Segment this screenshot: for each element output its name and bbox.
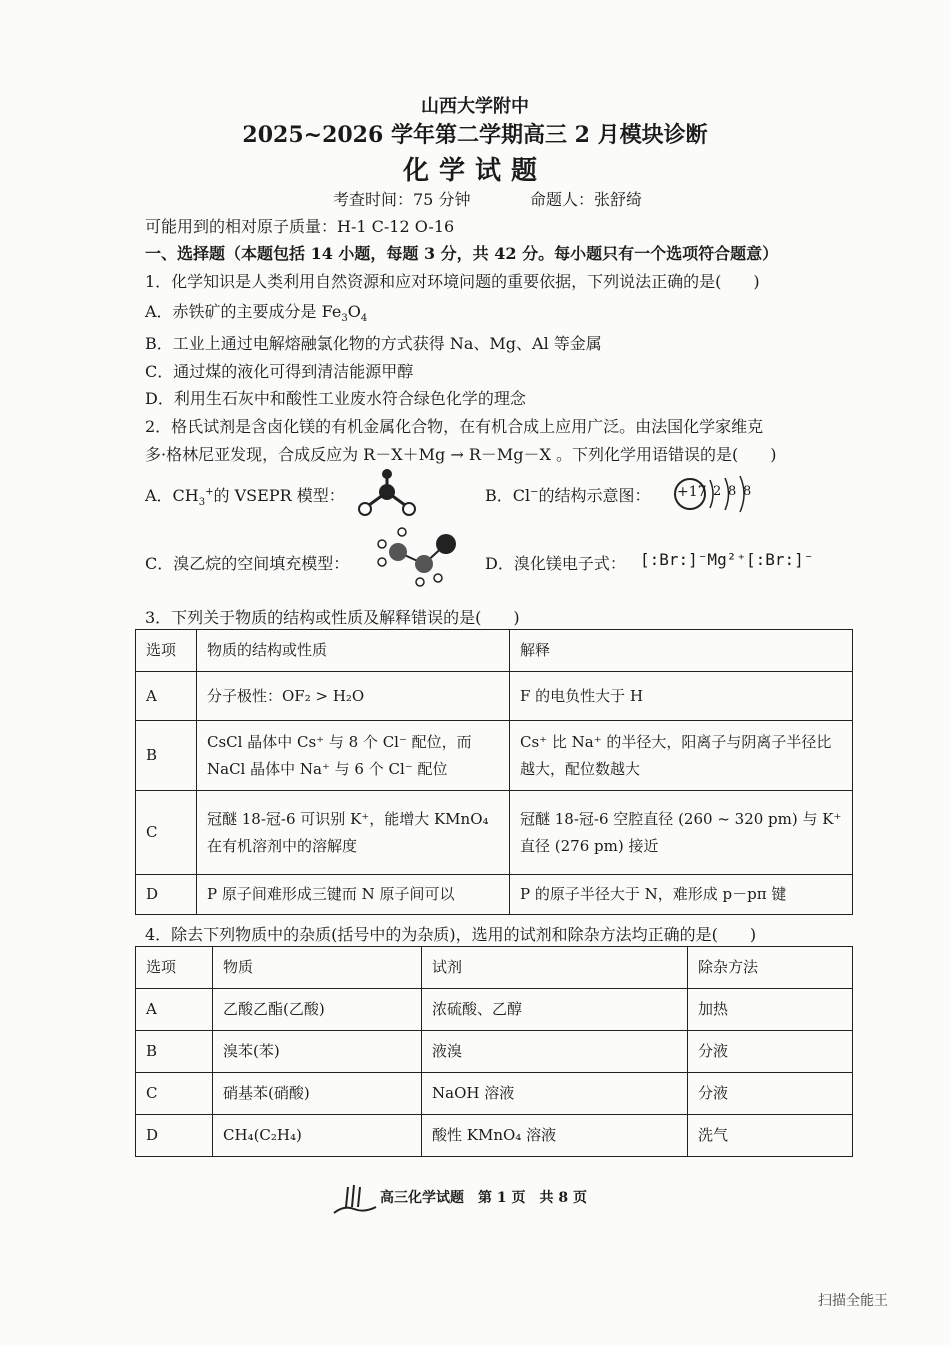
q3-stem: 3．下列关于物质的结构或性质及解释错误的是( )	[145, 608, 520, 627]
table-cell: 浓硫酸、乙醇	[422, 989, 688, 1031]
q1-option-b: B．工业上通过电解熔融氯化物的方式获得 Na、Mg、Al 等金属	[145, 334, 602, 353]
table-cell: 分液	[688, 1031, 853, 1073]
q2-b-text: B．Cl	[485, 486, 531, 505]
q1-option-a	[145, 299, 367, 324]
q3-header-property: 物质的结构或性质	[197, 630, 510, 672]
q2-a-sub: 3	[198, 497, 206, 509]
q4-header-method: 除杂方法	[688, 947, 853, 989]
q3-header-option: 选项	[136, 630, 197, 672]
q4-header-reagent: 试剂	[422, 947, 688, 989]
table-row	[136, 721, 853, 791]
mgbr2-electron-formula: [:Br:]⁻Mg²⁺[:Br:]⁻	[640, 550, 814, 569]
table-cell: NaOH 溶液	[422, 1073, 688, 1115]
q2-a-text: A．CH	[145, 486, 199, 505]
school-name: 山西大学附中	[421, 96, 529, 117]
table-cell: B	[136, 721, 197, 791]
q1-a-sub2: 4	[360, 313, 368, 325]
table-row	[136, 1115, 853, 1157]
table-row	[136, 947, 853, 989]
q2-stem-line2: 多·格林尼亚发现，合成反应为 R－X＋Mg → R－Mg－X 。下列化学用语错误的是( )	[145, 445, 777, 464]
page-footer: 高三化学试题 第 1 页 共 8 页	[380, 1190, 587, 1206]
q1-option-c: C．通过煤的液化可得到清洁能源甲醇	[145, 362, 414, 381]
scanner-watermark: 扫描全能王	[818, 1293, 888, 1309]
table-cell: 硝基苯(硝酸)	[213, 1073, 422, 1115]
q2-a-sup: +	[205, 486, 214, 498]
table-cell: C	[136, 1073, 213, 1115]
q4-header-option: 选项	[136, 947, 213, 989]
table-row	[136, 875, 853, 915]
exam-title: 2025~2026 学年第二学期高三 2 月模块诊断	[242, 122, 708, 148]
nucleus-charge: +17	[677, 484, 707, 500]
table-cell: D	[136, 1115, 213, 1157]
q1-option-d: D．利用生石灰中和酸性工业废水符合绿色化学的理念	[145, 389, 526, 408]
space-filling-model-icon	[374, 526, 464, 588]
chlorine-structure-diagram	[670, 474, 760, 514]
vsepr-model-icon	[352, 466, 422, 520]
q3-table	[135, 629, 853, 915]
table-cell: 液溴	[422, 1031, 688, 1073]
table-cell: A	[136, 672, 197, 721]
exam-author: 命题人：张舒绮	[530, 190, 643, 209]
section-title: 一、选择题（本题包括 14 小题，每题 3 分，共 42 分。每小题只有一个选项符合题意）	[145, 244, 779, 263]
q4-stem: 4．除去下列物质中的杂质(括号中的为杂质)，选用的试剂和除杂方法均正确的是( )	[145, 925, 757, 944]
q2-b-sup: −	[530, 486, 539, 498]
table-row	[136, 1073, 853, 1115]
table-cell: 分液	[688, 1073, 853, 1115]
q2-stem-line1: 2．格氏试剂是含卤化镁的有机金属化合物，在有机合成上应用广泛。由法国化学家维克	[145, 417, 764, 436]
q2-option-a	[145, 483, 345, 508]
q2-option-c: C．溴乙烷的空间填充模型：	[145, 554, 350, 573]
q1-stem: 1．化学知识是人类利用自然资源和应对环境问题的重要依据，下列说法正确的是( )	[145, 272, 760, 291]
q2-option-b	[485, 483, 651, 506]
table-cell: Cs⁺ 比 Na⁺ 的半径大，阳离子与阴离子半径比越大，配位数越大	[510, 721, 853, 791]
table-cell: P 原子间难形成三键而 N 原子间可以	[197, 875, 510, 915]
table-row	[136, 791, 853, 875]
q3-header-explanation: 解释	[510, 630, 853, 672]
school-logo-icon	[332, 1183, 378, 1217]
shell-3: 8	[743, 484, 752, 499]
q2-a-post: 的 VSEPR 模型：	[213, 486, 345, 505]
table-cell: 溴苯(苯)	[213, 1031, 422, 1073]
q4-header-substance: 物质	[213, 947, 422, 989]
q2-option-d: D．溴化镁电子式：	[485, 554, 626, 573]
table-row	[136, 989, 853, 1031]
table-cell: 洗气	[688, 1115, 853, 1157]
q1-a-text: A．赤铁矿的主要成分是 Fe	[145, 302, 342, 321]
table-cell: B	[136, 1031, 213, 1073]
table-cell: CH₄(C₂H₄)	[213, 1115, 422, 1157]
table-cell: A	[136, 989, 213, 1031]
table-cell: C	[136, 791, 197, 875]
table-cell: 冠醚 18-冠-6 空腔直径 (260 ~ 320 pm) 与 K⁺ 直径 (276 pm) 接近	[510, 791, 853, 875]
q1-a-sub1: 3	[341, 313, 348, 325]
table-cell: 加热	[688, 989, 853, 1031]
atomic-masses: 可能用到的相对原子质量：H-1 C-12 O-16	[145, 217, 455, 236]
q1-a-mid: O	[347, 302, 361, 321]
exam-time: 考查时间：75 分钟	[333, 190, 471, 209]
table-cell: D	[136, 875, 197, 915]
q4-table	[135, 946, 853, 1157]
table-cell: 乙酸乙酯(乙酸)	[213, 989, 422, 1031]
subject-title: 化学试题	[402, 156, 547, 186]
shell-2: 8	[728, 484, 737, 499]
shell-1: 2	[713, 484, 722, 499]
table-cell: F 的电负性大于 H	[510, 672, 853, 721]
q2-b-post: 的结构示意图：	[538, 486, 651, 505]
table-cell: 分子极性：OF₂ > H₂O	[197, 672, 510, 721]
table-cell: P 的原子半径大于 N，难形成 p－pπ 键	[510, 875, 853, 915]
table-cell: CsCl 晶体中 Cs⁺ 与 8 个 Cl⁻ 配位，而 NaCl 晶体中 Na⁺ 与 6 个 Cl⁻ 配位	[197, 721, 510, 791]
table-row	[136, 630, 853, 672]
table-row	[136, 1031, 853, 1073]
table-row	[136, 672, 853, 721]
table-cell: 酸性 KMnO₄ 溶液	[422, 1115, 688, 1157]
table-cell: 冠醚 18-冠-6 可识别 K⁺，能增大 KMnO₄ 在有机溶剂中的溶解度	[197, 791, 510, 875]
